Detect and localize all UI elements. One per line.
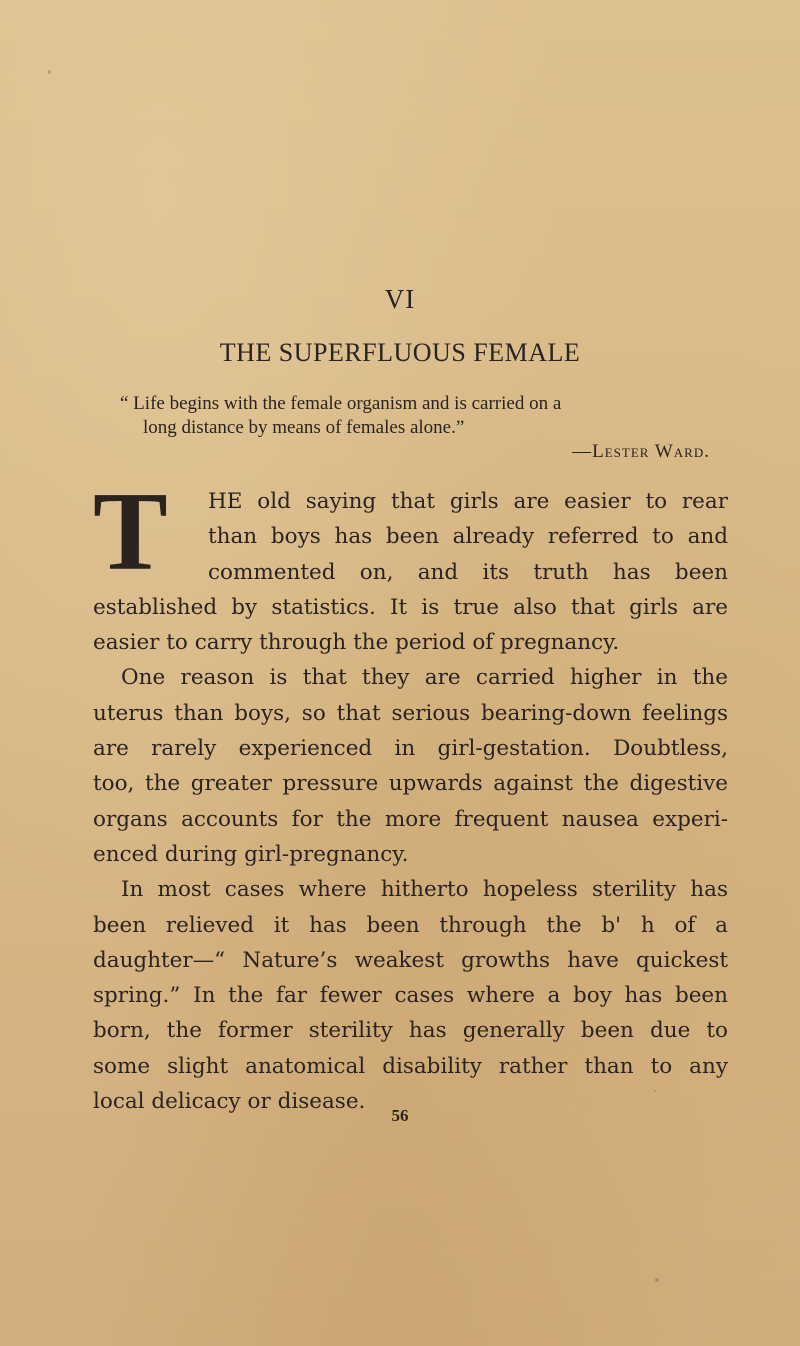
- text-line: enced during girl-pregnancy.: [93, 841, 409, 867]
- text-line: daughter—“ Nature’s weakest growths have quickest: [93, 947, 728, 973]
- text-line: easier to carry through the period of pregnancy.: [93, 630, 620, 656]
- body-text: [93, 470, 728, 1119]
- epigraph: [120, 392, 710, 464]
- drop-cap: T: [93, 470, 168, 594]
- text-line: commented on, and its truth has been: [208, 559, 728, 585]
- text-line: are rarely experienced in girl-gestation. Doubtless,: [93, 736, 728, 762]
- text-line: local delicacy or disease.: [93, 1089, 366, 1115]
- text-line: In most cases where hitherto hopeless sterility has: [121, 877, 728, 903]
- text-line: than boys has been already referred to and: [208, 524, 728, 550]
- paragraph-2: [93, 660, 728, 872]
- paragraph-3: [93, 872, 728, 1119]
- chapter-title: THE SUPERFLUOUS FEMALE: [219, 338, 581, 367]
- text-line: spring.” In the far fewer cases where a boy has been: [93, 983, 728, 1009]
- text-line: organs accounts for the more frequent nausea experi-: [93, 806, 728, 832]
- page-number: 56: [391, 1106, 409, 1125]
- epigraph-line: long distance by means of females alone.”: [143, 417, 465, 438]
- text-line: been relieved it has been through the b' h of a: [93, 912, 728, 938]
- epigraph-attribution: —Lester Ward.: [572, 441, 710, 462]
- text-line: born, the former sterility has generally been due to: [93, 1018, 728, 1044]
- paper-speck: [655, 1278, 659, 1282]
- epigraph-line: “ Life begins with the female organism and is carried on a: [120, 393, 562, 414]
- text-line: some slight anatomical disability rather than to any: [93, 1053, 728, 1079]
- text-line: One reason is that they are carried higher in the: [121, 665, 728, 691]
- text-line: established by statistics. It is true also that girls are: [93, 594, 728, 620]
- paragraph-1: [93, 470, 728, 660]
- paper-speck: [48, 70, 51, 74]
- text-line: uterus than boys, so that serious bearing-down feelings: [93, 700, 728, 726]
- chapter-number: VI: [384, 284, 416, 314]
- text-line: too, the greater pressure upwards against the digestive: [93, 771, 728, 797]
- text-line: HE old saying that girls are easier to rear: [208, 489, 728, 514]
